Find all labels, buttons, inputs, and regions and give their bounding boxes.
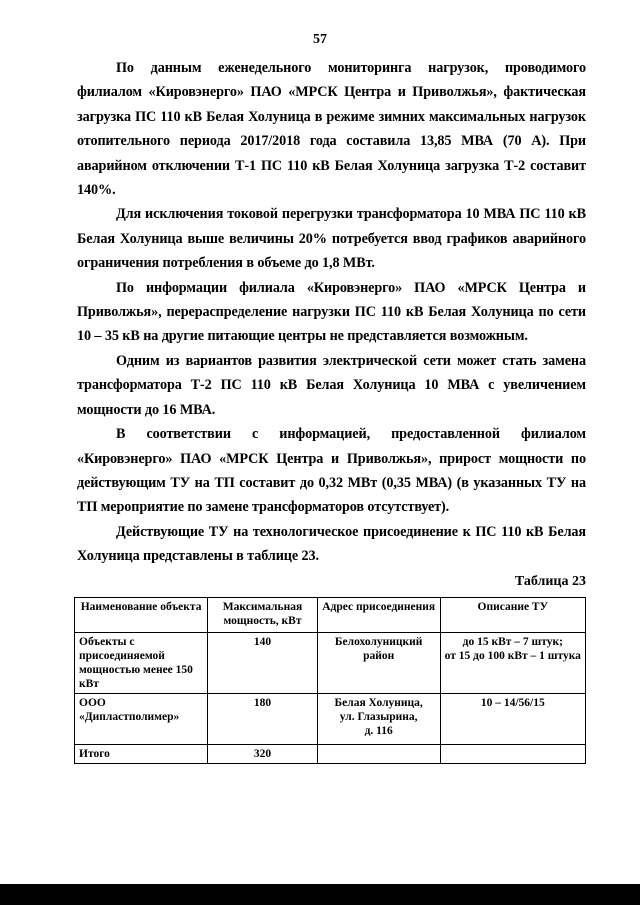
technical-conditions-table [74,597,586,764]
address-line: д. 116 [364,724,393,737]
cell-description: 10 – 14/56/15 [440,693,585,744]
cell-total-description [440,744,585,763]
cell-total-address [317,744,440,763]
cell-description [440,632,585,693]
header-max-power: Максимальная мощность, кВт [208,597,318,632]
paragraph-replacement-option: Одним из вариантов развития электрической сети может стать замена трансформатора Т-2 ПС 110 кВ Белая Холуница 10 МВА с увеличением мощности до 16 МВА. [77,352,586,418]
table-caption: Таблица 23 [514,573,586,589]
document-body [77,56,586,764]
address-line: Белая Холуница, [334,696,423,709]
paragraph-table-intro: Действующие ТУ на технологическое присоединение к ПС 110 кВ Белая Холуница представлены в таблице 23. [77,523,586,565]
page-number: 57 [313,32,327,47]
paragraph-monitoring: По данным еженедельного мониторинга нагрузок, проводимого филиалом «Кировэнерго» ПАО «МРСК Центра и Приволжья», фактическая загрузка ПС 110 кВ Белая Холуница в режиме зимних максимальных нагрузок отопительного периода 2017/2018 года составила 13,85 МВА (70 А). При аварийном отключении Т-1 ПС 110 кВ Белая Холуница загрузка Т-2 составит 140%. [77,60,586,199]
cell-max-power: 180 [208,693,318,744]
table-header-row [75,597,586,632]
cell-address: Белохолуницкий район [317,632,440,693]
header-object-name: Наименование объекта [75,597,208,632]
paragraph-redistribution: По информации филиала «Кировэнерго» ПАО «МРСК Центра и Приволжья», перераспределение нагрузки ПС 110 кВ Белая Холуница по сети 10 – 35 кВ на другие питающие центры не представляется возможным. [77,279,586,345]
cell-object-name: ООО «Дипластполимер» [75,693,208,744]
header-address: Адрес присоединения [317,597,440,632]
table-row [75,693,586,744]
scan-bottom-border [0,884,640,905]
cell-max-power: 140 [208,632,318,693]
description-line: от 15 до 100 кВт – 1 штука [444,649,581,662]
paragraph-overload: Для исключения токовой перегрузки трансформатора 10 МВА ПС 110 кВ Белая Холуница выше величины 20% потребуется ввод графиков аварийного ограничения потребления в объеме до 1,8 МВт. [77,206,586,272]
header-description: Описание ТУ [440,597,585,632]
description-line: до 15 кВт – 7 штук; [462,635,563,648]
table-row [75,632,586,693]
cell-total-label: Итого [75,744,208,763]
cell-object-name: Объекты с присоединяемой мощностью менее 150 кВт [75,632,208,693]
paragraph-power-increase: В соответствии с информацией, предоставленной филиалом «Кировэнерго» ПАО «МРСК Центра и Приволжья», прирост мощности по действующим ТУ на ТП составит до 0,32 МВт (0,35 МВА) (в указанных ТУ на ТП мероприятие по замене трансформаторов отсутствует). [77,426,586,516]
cell-total-power: 320 [208,744,318,763]
cell-address [317,693,440,744]
table-total-row [75,744,586,763]
address-line: ул. Глазырина, [339,710,418,723]
